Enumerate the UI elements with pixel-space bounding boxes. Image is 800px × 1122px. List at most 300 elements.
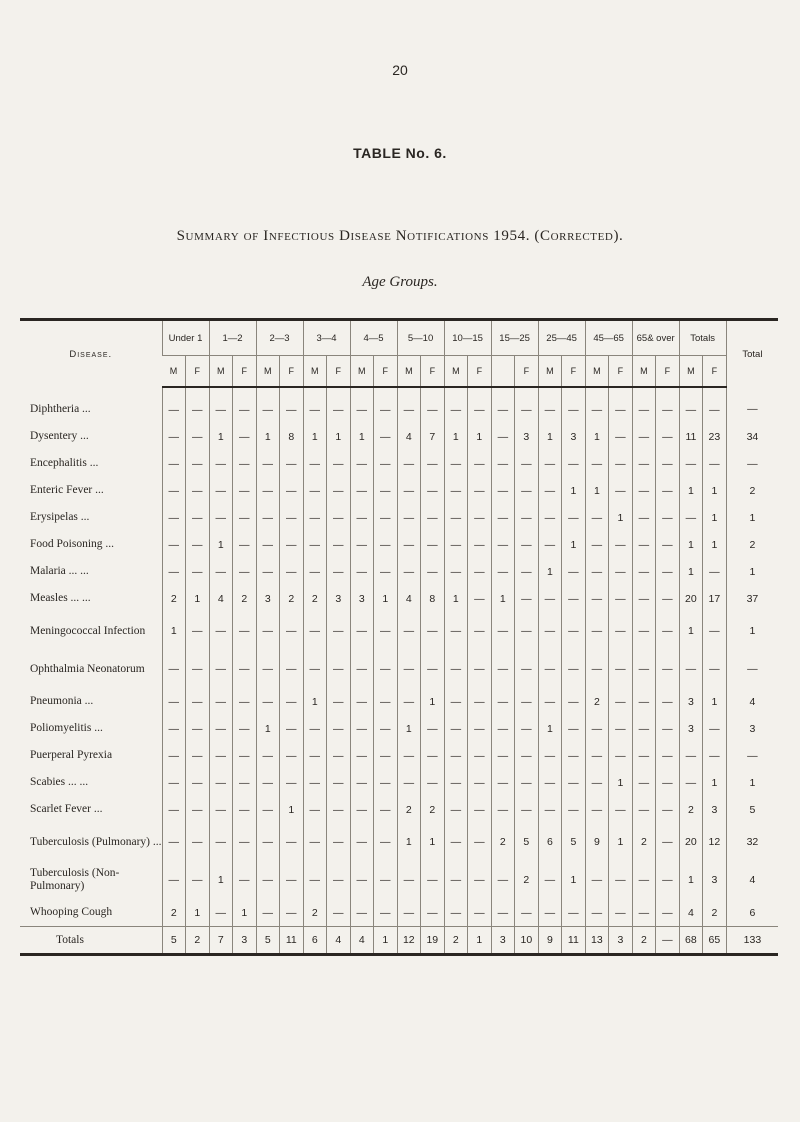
count-cell: —: [656, 612, 680, 650]
count-cell: 2: [186, 927, 210, 955]
count-cell: —: [209, 742, 233, 769]
count-cell: 4: [350, 927, 374, 955]
count-cell: —: [397, 387, 421, 423]
disease-row: [20, 558, 778, 585]
count-cell: —: [162, 387, 186, 423]
count-cell: —: [632, 742, 656, 769]
row-total-cell: 133: [726, 927, 778, 955]
row-total-cell: —: [726, 387, 778, 423]
count-cell: —: [515, 477, 539, 504]
disease-name: Enteric Fever ...: [30, 484, 104, 496]
count-cell: —: [468, 450, 492, 477]
count-cell: —: [209, 450, 233, 477]
count-cell: —: [632, 688, 656, 715]
summary-title: Summary of Infectious Disease Notifications 1954. (Corrected).: [176, 228, 624, 244]
count-cell: —: [538, 899, 562, 927]
count-cell: —: [280, 387, 304, 423]
count-cell: —: [491, 387, 515, 423]
count-cell: —: [374, 387, 398, 423]
count-cell: 13: [585, 927, 609, 955]
count-cell: —: [233, 796, 257, 823]
sex-header: F: [703, 356, 727, 388]
count-cell: —: [303, 742, 327, 769]
row-total-cell: 3: [726, 715, 778, 742]
count-cell: —: [397, 899, 421, 927]
count-cell: —: [562, 612, 586, 650]
sex-header: M: [397, 356, 421, 388]
page-number: 20: [392, 62, 408, 78]
disease-name: Diphtheria ...: [30, 402, 91, 415]
count-cell: —: [632, 450, 656, 477]
count-cell: —: [444, 612, 468, 650]
count-cell: 11: [562, 927, 586, 955]
count-cell: —: [515, 715, 539, 742]
age-groups-subtitle: Age Groups.: [362, 274, 438, 290]
count-cell: —: [515, 504, 539, 531]
count-cell: —: [421, 477, 445, 504]
count-cell: —: [468, 688, 492, 715]
count-cell: 1: [679, 612, 703, 650]
count-cell: 65: [703, 927, 727, 955]
count-cell: —: [162, 769, 186, 796]
count-cell: —: [609, 688, 633, 715]
count-cell: —: [350, 387, 374, 423]
count-cell: —: [233, 742, 257, 769]
count-cell: 1: [186, 585, 210, 612]
count-cell: —: [350, 531, 374, 558]
disease-row: [20, 504, 778, 531]
count-cell: —: [303, 477, 327, 504]
row-total-cell: 2: [726, 477, 778, 504]
count-cell: 2: [280, 585, 304, 612]
notifications-table-container: [20, 318, 778, 956]
count-cell: —: [350, 450, 374, 477]
row-total-cell: 5: [726, 796, 778, 823]
count-cell: 1: [562, 861, 586, 899]
count-cell: —: [679, 450, 703, 477]
count-cell: —: [186, 504, 210, 531]
count-cell: —: [421, 899, 445, 927]
count-cell: —: [609, 450, 633, 477]
count-cell: —: [397, 742, 421, 769]
count-cell: —: [303, 769, 327, 796]
count-cell: —: [703, 742, 727, 769]
disease-row: [20, 477, 778, 504]
count-cell: —: [303, 612, 327, 650]
count-cell: —: [256, 742, 280, 769]
count-cell: —: [703, 715, 727, 742]
count-cell: —: [491, 650, 515, 688]
count-cell: —: [162, 504, 186, 531]
count-cell: 4: [397, 585, 421, 612]
count-cell: —: [444, 450, 468, 477]
disease-name: Pneumonia ...: [30, 695, 94, 707]
count-cell: —: [186, 477, 210, 504]
count-cell: 1: [703, 688, 727, 715]
count-cell: 1: [397, 823, 421, 861]
count-cell: —: [327, 531, 351, 558]
count-cell: —: [444, 715, 468, 742]
count-cell: —: [585, 558, 609, 585]
count-cell: —: [491, 450, 515, 477]
count-cell: —: [233, 477, 257, 504]
count-cell: —: [209, 504, 233, 531]
count-cell: —: [209, 558, 233, 585]
count-cell: —: [562, 742, 586, 769]
count-cell: —: [421, 650, 445, 688]
count-cell: 2: [162, 585, 186, 612]
count-cell: —: [280, 450, 304, 477]
count-cell: 1: [562, 531, 586, 558]
count-cell: —: [491, 861, 515, 899]
count-cell: —: [421, 558, 445, 585]
count-cell: —: [280, 861, 304, 899]
count-cell: 2: [421, 796, 445, 823]
count-cell: —: [632, 769, 656, 796]
count-cell: —: [256, 558, 280, 585]
count-cell: —: [374, 796, 398, 823]
count-cell: —: [515, 387, 539, 423]
count-cell: —: [632, 558, 656, 585]
count-cell: 3: [679, 715, 703, 742]
count-cell: 9: [585, 823, 609, 861]
count-cell: —: [515, 688, 539, 715]
count-cell: —: [703, 650, 727, 688]
count-cell: 2: [162, 899, 186, 927]
count-cell: 1: [303, 423, 327, 450]
age-group-header: 3—4: [303, 320, 350, 356]
count-cell: —: [632, 423, 656, 450]
disease-name: Totals: [20, 927, 162, 955]
count-cell: —: [350, 823, 374, 861]
count-cell: 1: [609, 504, 633, 531]
count-cell: —: [327, 899, 351, 927]
count-cell: —: [562, 585, 586, 612]
sex-header: F: [421, 356, 445, 388]
disease-row: [20, 650, 778, 688]
count-cell: —: [515, 899, 539, 927]
sex-header: F: [656, 356, 680, 388]
count-cell: —: [374, 450, 398, 477]
count-cell: 1: [703, 504, 727, 531]
count-cell: 4: [327, 927, 351, 955]
count-cell: —: [327, 742, 351, 769]
count-cell: —: [256, 688, 280, 715]
sex-header: F: [280, 356, 304, 388]
sex-header: F: [562, 356, 586, 388]
count-cell: —: [397, 450, 421, 477]
count-cell: 1: [162, 612, 186, 650]
count-cell: —: [374, 688, 398, 715]
count-cell: —: [468, 899, 492, 927]
count-cell: —: [303, 504, 327, 531]
count-cell: —: [186, 715, 210, 742]
count-cell: —: [186, 558, 210, 585]
totals-row: [20, 927, 778, 955]
sex-header: M: [209, 356, 233, 388]
count-cell: —: [303, 450, 327, 477]
count-cell: —: [585, 585, 609, 612]
count-cell: —: [444, 531, 468, 558]
count-cell: —: [632, 650, 656, 688]
count-cell: 1: [585, 477, 609, 504]
count-cell: —: [491, 769, 515, 796]
count-cell: —: [679, 504, 703, 531]
count-cell: —: [538, 450, 562, 477]
count-cell: 68: [679, 927, 703, 955]
age-group-header-row: [20, 320, 778, 356]
count-cell: —: [679, 387, 703, 423]
count-cell: —: [186, 531, 210, 558]
count-cell: —: [656, 650, 680, 688]
count-cell: —: [162, 688, 186, 715]
count-cell: —: [186, 742, 210, 769]
count-cell: —: [256, 899, 280, 927]
count-cell: —: [515, 796, 539, 823]
count-cell: —: [632, 899, 656, 927]
count-cell: 3: [679, 688, 703, 715]
count-cell: —: [562, 688, 586, 715]
count-cell: —: [256, 769, 280, 796]
sex-header: M: [538, 356, 562, 388]
count-cell: —: [538, 504, 562, 531]
disease-name: Puerperal Pyrexia: [30, 749, 113, 761]
count-cell: —: [162, 650, 186, 688]
count-cell: —: [468, 650, 492, 688]
count-cell: —: [656, 387, 680, 423]
row-total-cell: —: [726, 650, 778, 688]
count-cell: —: [585, 650, 609, 688]
count-cell: —: [538, 612, 562, 650]
count-cell: 1: [209, 531, 233, 558]
count-cell: —: [397, 861, 421, 899]
count-cell: —: [585, 715, 609, 742]
count-cell: —: [468, 769, 492, 796]
count-cell: —: [162, 423, 186, 450]
count-cell: 1: [679, 558, 703, 585]
count-cell: 1: [421, 688, 445, 715]
count-cell: —: [468, 387, 492, 423]
count-cell: —: [350, 769, 374, 796]
age-group-header: 2—3: [256, 320, 303, 356]
count-cell: —: [374, 715, 398, 742]
count-cell: 3: [256, 585, 280, 612]
count-cell: —: [162, 861, 186, 899]
row-total-cell: 34: [726, 423, 778, 450]
sex-header: M: [632, 356, 656, 388]
count-cell: —: [444, 387, 468, 423]
count-cell: —: [350, 650, 374, 688]
disease-name: Tuberculosis (Non-Pulmonary): [30, 867, 120, 892]
count-cell: —: [374, 612, 398, 650]
count-cell: —: [656, 531, 680, 558]
count-cell: —: [491, 796, 515, 823]
count-cell: 2: [397, 796, 421, 823]
count-cell: —: [632, 387, 656, 423]
count-cell: —: [538, 531, 562, 558]
count-cell: —: [186, 387, 210, 423]
sex-header: M: [585, 356, 609, 388]
count-cell: —: [609, 899, 633, 927]
count-cell: 1: [468, 927, 492, 955]
count-cell: —: [256, 823, 280, 861]
count-cell: 1: [209, 861, 233, 899]
count-cell: —: [350, 899, 374, 927]
count-cell: —: [703, 558, 727, 585]
disease-row: [20, 769, 778, 796]
count-cell: —: [256, 612, 280, 650]
count-cell: —: [632, 477, 656, 504]
count-cell: —: [468, 531, 492, 558]
row-total-cell: —: [726, 742, 778, 769]
count-cell: —: [162, 715, 186, 742]
count-cell: —: [585, 531, 609, 558]
age-group-header: 10—15: [444, 320, 491, 356]
count-cell: —: [585, 861, 609, 899]
row-total-cell: 2: [726, 531, 778, 558]
count-cell: —: [186, 688, 210, 715]
count-cell: —: [303, 387, 327, 423]
count-cell: —: [585, 450, 609, 477]
count-cell: 12: [703, 823, 727, 861]
count-cell: —: [491, 477, 515, 504]
count-cell: 4: [679, 899, 703, 927]
count-cell: —: [444, 477, 468, 504]
count-cell: —: [609, 612, 633, 650]
count-cell: —: [491, 423, 515, 450]
count-cell: —: [562, 558, 586, 585]
disease-name: Scarlet Fever ...: [30, 803, 103, 815]
count-cell: —: [186, 861, 210, 899]
count-cell: —: [162, 558, 186, 585]
row-total-cell: 32: [726, 823, 778, 861]
count-cell: —: [444, 504, 468, 531]
count-cell: 3: [491, 927, 515, 955]
count-cell: 9: [538, 927, 562, 955]
count-cell: —: [397, 504, 421, 531]
count-cell: —: [327, 796, 351, 823]
count-cell: —: [186, 450, 210, 477]
count-cell: —: [656, 742, 680, 769]
count-cell: —: [374, 504, 398, 531]
count-cell: —: [303, 558, 327, 585]
count-cell: 5: [162, 927, 186, 955]
count-cell: —: [327, 477, 351, 504]
count-cell: 6: [538, 823, 562, 861]
sex-header: F: [233, 356, 257, 388]
sex-header: [491, 356, 515, 388]
count-cell: —: [421, 531, 445, 558]
count-cell: 1: [280, 796, 304, 823]
count-cell: 7: [209, 927, 233, 955]
count-cell: —: [256, 450, 280, 477]
count-cell: —: [209, 650, 233, 688]
row-total-cell: 1: [726, 769, 778, 796]
count-cell: —: [562, 450, 586, 477]
count-cell: —: [444, 769, 468, 796]
count-cell: —: [585, 899, 609, 927]
count-cell: —: [162, 450, 186, 477]
count-cell: 11: [679, 423, 703, 450]
count-cell: —: [632, 861, 656, 899]
age-group-header: 5—10: [397, 320, 444, 356]
count-cell: —: [562, 650, 586, 688]
count-cell: —: [233, 612, 257, 650]
count-cell: —: [444, 861, 468, 899]
count-cell: 1: [186, 899, 210, 927]
count-cell: —: [468, 823, 492, 861]
count-cell: —: [303, 796, 327, 823]
count-cell: 5: [515, 823, 539, 861]
sex-header: M: [256, 356, 280, 388]
count-cell: —: [632, 612, 656, 650]
count-cell: —: [350, 796, 374, 823]
count-cell: —: [233, 450, 257, 477]
sex-header: F: [609, 356, 633, 388]
count-cell: —: [256, 861, 280, 899]
count-cell: —: [374, 558, 398, 585]
count-cell: —: [209, 612, 233, 650]
count-cell: —: [233, 715, 257, 742]
count-cell: 1: [256, 715, 280, 742]
count-cell: 1: [491, 585, 515, 612]
count-cell: —: [656, 823, 680, 861]
disease-column-header: Disease.: [20, 320, 162, 388]
count-cell: 20: [679, 585, 703, 612]
count-cell: 1: [421, 823, 445, 861]
count-cell: 3: [515, 423, 539, 450]
count-cell: 1: [538, 715, 562, 742]
count-cell: —: [585, 769, 609, 796]
table-body: [20, 387, 778, 955]
count-cell: —: [609, 742, 633, 769]
count-cell: —: [562, 899, 586, 927]
count-cell: —: [632, 796, 656, 823]
count-cell: —: [233, 823, 257, 861]
count-cell: —: [397, 769, 421, 796]
count-cell: —: [585, 796, 609, 823]
count-cell: —: [280, 823, 304, 861]
count-cell: —: [350, 715, 374, 742]
disease-name: Whooping Cough: [30, 906, 113, 918]
row-total-cell: 1: [726, 558, 778, 585]
count-cell: —: [327, 612, 351, 650]
count-cell: —: [562, 387, 586, 423]
count-cell: —: [327, 688, 351, 715]
count-cell: —: [327, 823, 351, 861]
count-cell: —: [515, 769, 539, 796]
count-cell: —: [374, 769, 398, 796]
count-cell: —: [350, 688, 374, 715]
count-cell: —: [350, 742, 374, 769]
count-cell: —: [233, 504, 257, 531]
count-cell: —: [515, 612, 539, 650]
disease-row: [20, 861, 778, 899]
count-cell: —: [327, 650, 351, 688]
count-cell: 1: [703, 477, 727, 504]
count-cell: —: [374, 742, 398, 769]
count-cell: —: [468, 742, 492, 769]
sex-header: M: [303, 356, 327, 388]
count-cell: —: [397, 612, 421, 650]
sex-header: M: [444, 356, 468, 388]
count-cell: —: [421, 387, 445, 423]
sex-header: M: [162, 356, 186, 388]
count-cell: —: [397, 558, 421, 585]
disease-row: [20, 715, 778, 742]
count-cell: 2: [303, 899, 327, 927]
count-cell: —: [421, 612, 445, 650]
